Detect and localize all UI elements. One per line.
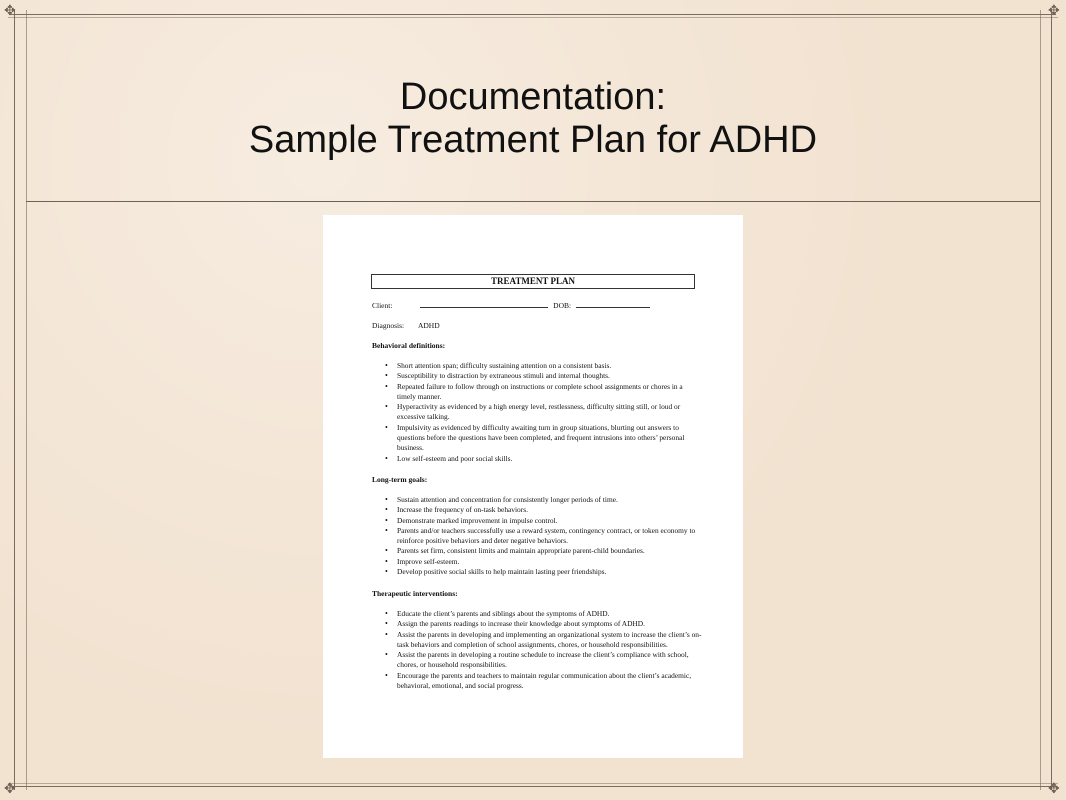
frame-bottom-line (10, 786, 1056, 787)
section-heading: Therapeutic interventions: (372, 589, 458, 598)
list-item: • Susceptibility to distraction by extraneous stimuli and internal thoughts. (372, 371, 702, 381)
corner-ornament-icon: ✥ (4, 781, 16, 797)
title-divider (26, 201, 1040, 202)
list-item: • Improve self-esteem. (372, 557, 702, 567)
document-header: TREATMENT PLAN (371, 274, 695, 289)
list-item: • Increase the frequency of on-task behaviors. (372, 505, 702, 515)
frame-bottom-line-2 (8, 783, 1058, 784)
diagnosis-value: ADHD (417, 321, 440, 330)
corner-ornament-icon: ✥ (1048, 781, 1060, 797)
list-item: • Sustain attention and concentration for consistently longer periods of time. (372, 495, 702, 505)
list-item: • Develop positive social skills to help maintain lasting peer friendships. (372, 567, 702, 577)
client-row (372, 300, 650, 310)
client-blank (420, 300, 548, 308)
list-item: • Short attention span; difficulty sustaining attention on a consistent basis. (372, 361, 702, 371)
dob-blank (576, 300, 650, 308)
frame-top-line (10, 14, 1056, 15)
slide-title-line-2: Sample Treatment Plan for ADHD (248, 119, 818, 161)
list-item: • Parents and/or teachers successfully use a reward system, contingency contract, or token economy to reinforce positive behaviors and deter negative behaviors. (372, 526, 702, 547)
list-item: • Assist the parents in developing a routine schedule to increase the client’s compliance with school, chores, or household responsibilities. (372, 650, 702, 671)
frame-top-line-2 (8, 17, 1058, 18)
treatment-plan-document (323, 215, 743, 758)
section-heading: Behavioral definitions: (372, 341, 446, 350)
list-item: • Demonstrate marked improvement in impulse control. (372, 516, 702, 526)
list-item: • Assist the parents in developing and implementing an organizational system to increase the client’s on-task behaviors and completion of school assignments, chores, or household responsibilities. (372, 630, 702, 651)
list-item: • Repeated failure to follow through on instructions or complete school assignments or chores in a timely manner. (372, 382, 702, 403)
corner-ornament-icon: ✥ (1048, 3, 1060, 19)
behavioral-definitions-list (372, 361, 702, 464)
slide-title-line-1: Documentation: (399, 76, 667, 118)
list-item: • Low self-esteem and poor social skills. (372, 454, 702, 464)
dob-label: DOB: (553, 301, 572, 310)
corner-ornament-icon: ✥ (4, 3, 16, 19)
client-label: Client: (372, 301, 393, 310)
diagnosis-label: Diagnosis: (372, 321, 405, 330)
long-term-goals-list (372, 495, 702, 577)
list-item: • Encourage the parents and teachers to maintain regular communication about the client’s academic, behavioral, emotional, and social progress. (372, 671, 702, 692)
list-item: • Assign the parents readings to increase their knowledge about symptoms of ADHD. (372, 619, 702, 629)
therapeutic-interventions-list (372, 609, 702, 691)
list-item: • Impulsivity as evidenced by difficulty awaiting turn in group situations, blurting out answers to questions before the questions have been completed, and frequent intrusions into others’ personal business. (372, 423, 702, 454)
diagnosis-row (372, 321, 440, 330)
slide-title (0, 76, 1066, 162)
list-item: • Educate the client’s parents and siblings about the symptoms of ADHD. (372, 609, 702, 619)
list-item: • Parents set firm, consistent limits and maintain appropriate parent-child boundaries. (372, 546, 702, 556)
section-heading: Long-term goals: (372, 475, 428, 484)
list-item: • Hyperactivity as evidenced by a high energy level, restlessness, difficulty sitting still, or loud or excessive talking. (372, 402, 702, 423)
